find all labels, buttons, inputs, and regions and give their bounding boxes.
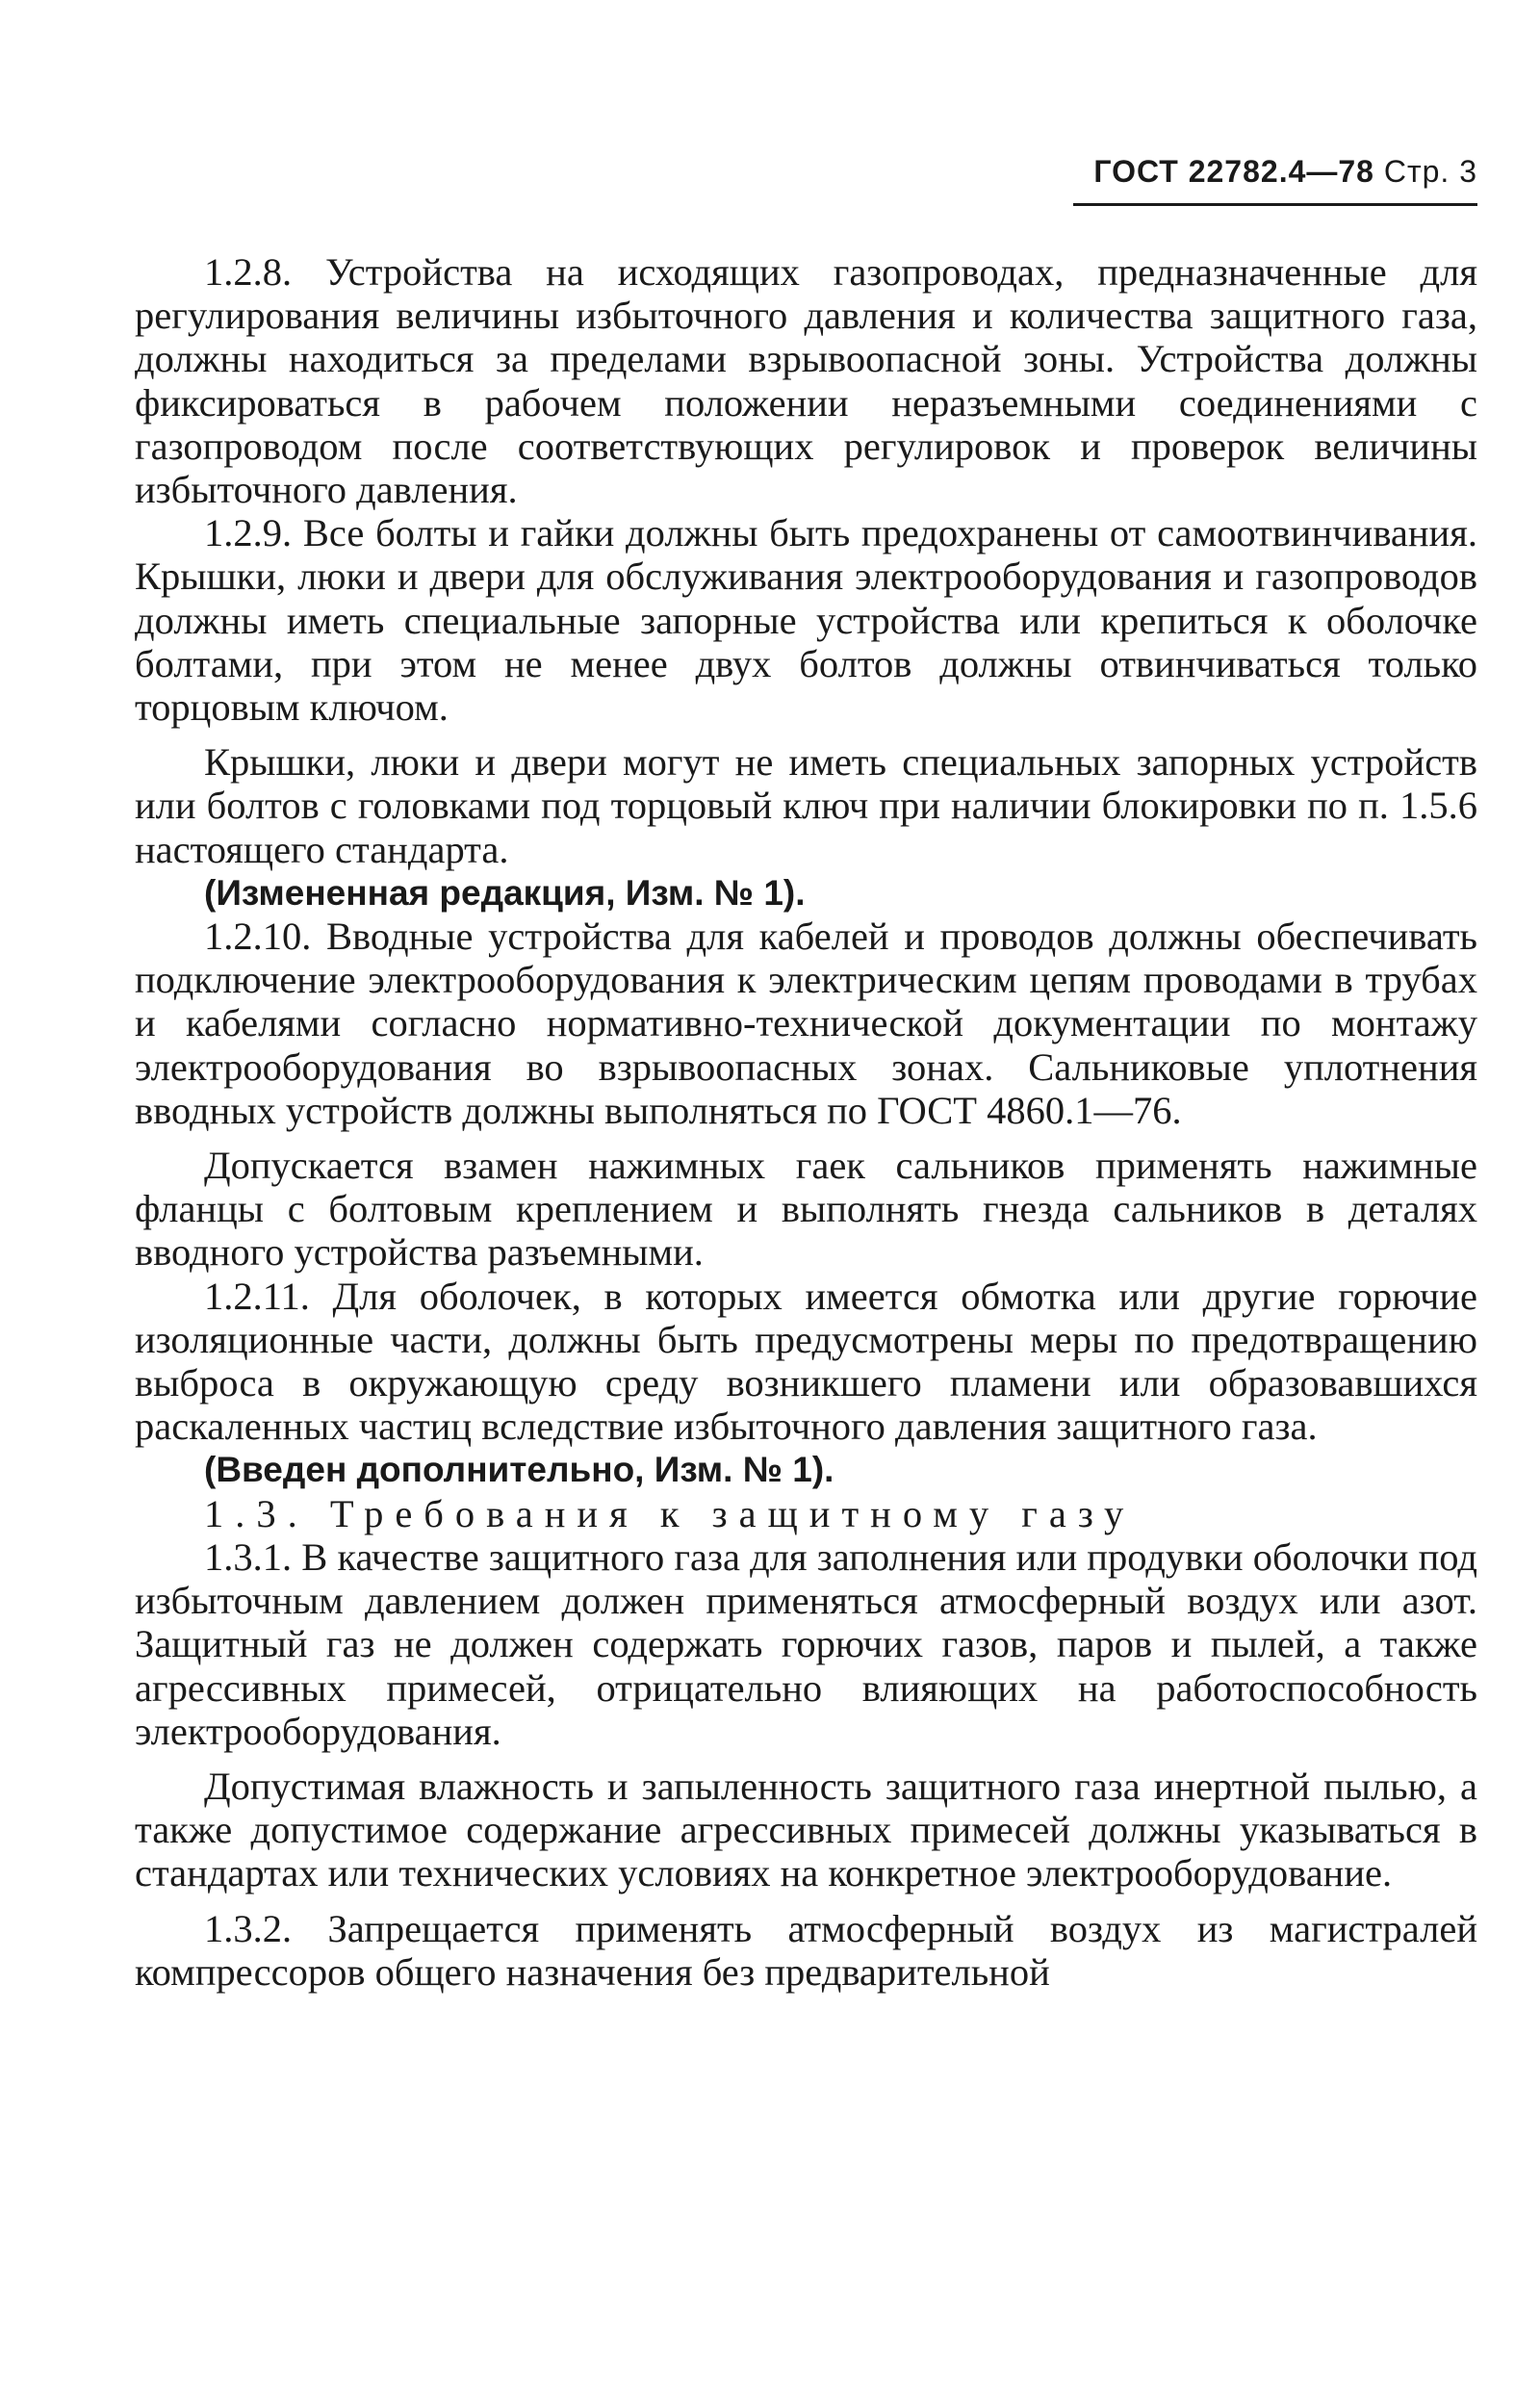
page-header [1073,154,1477,206]
page-number: Стр. 3 [1383,154,1477,189]
clause-1-2-9: 1.2.9. Все болты и гайки должны быть предохранены от самоотвинчивания. Крышки, люки и двери для обслуживания электрооборудования и газопроводов должны иметь специальные запорные устройства или крепиться к оболочке болтами, при этом не менее двух болтов должны отвинчиваться только торцовым ключом. [135,511,1477,730]
standard-number: ГОСТ 22782.4—78 [1093,154,1374,189]
clause-1-3-1-note: Допустимая влажность и запыленность защитного газа инертной пылью, а также допустимое содержание агрессивных примесей должны указываться в стандартах или технических условиях на конкретное электрооборудование. [135,1764,1477,1895]
clause-1-2-9-note: Крышки, люки и двери могут не иметь специальных запорных устройств или болтов с головками под торцовый ключ при наличии блокировки по п. 1.5.6 настоящего стандарта. [135,740,1477,871]
clause-1-3-2: 1.3.2. Запрещается применять атмосферный воздух из магистралей компрессоров общего назначения без предварительной [135,1906,1477,1994]
clause-1-2-8: 1.2.8. Устройства на исходящих газопроводах, предназначенные для регулирования величины избыточного давления и количества защитного газа, должны находиться за пределами взрывоопасной зоны. Устройства должны фиксироваться в рабочем положении неразъемными соединениями с газопроводом после соответствующих регулировок и проверок величины избыточного давления. [135,250,1477,512]
amendment-note-2: (Введен дополнительно, Изм. № 1). [204,1450,834,1490]
clause-1-2-10: 1.2.10. Вводные устройства для кабелей и проводов должны обеспечивать подключение электрооборудования к электрическим цепям проводами в трубах и кабелями согласно нормативно-технической документации по монтажу электрооборудования во взрывоопасных зонах. Сальниковые уплотнения вводных устройств должны выполняться по ГОСТ 4860.1—76. [135,915,1477,1132]
clause-1-2-11: 1.2.11. Для оболочек, в которых имеется обмотка или другие горючие изоляционные части, должны быть предусмотрены меры по предотвращению выброса в окружающую среду возникшего пламени или образовавшихся раскаленных частиц вследствие избыточного давления защитного газа. [135,1274,1477,1449]
clause-1-2-10-note: Допускается взамен нажимных гаек сальников применять нажимные фланцы с болтовым креплением и выполнять гнезда сальников в деталях вводного устройства разъемными. [135,1144,1477,1275]
clause-1-3-1: 1.3.1. В качестве защитного газа для заполнения или продувки оболочки под избыточным давлением должен применяться атмосферный воздух или азот. Защитный газ не должен содержать горючих газов, паров и пылей, а также агрессивных примесей, отрицательно влияющих на работоспособность электрооборудования. [135,1534,1477,1753]
section-heading-1-3: 1.3. Требования к защитному газу [204,1491,1136,1535]
document-body [135,250,1477,1994]
amendment-note-1: (Измененная редакция, Изм. № 1). [204,872,806,913]
